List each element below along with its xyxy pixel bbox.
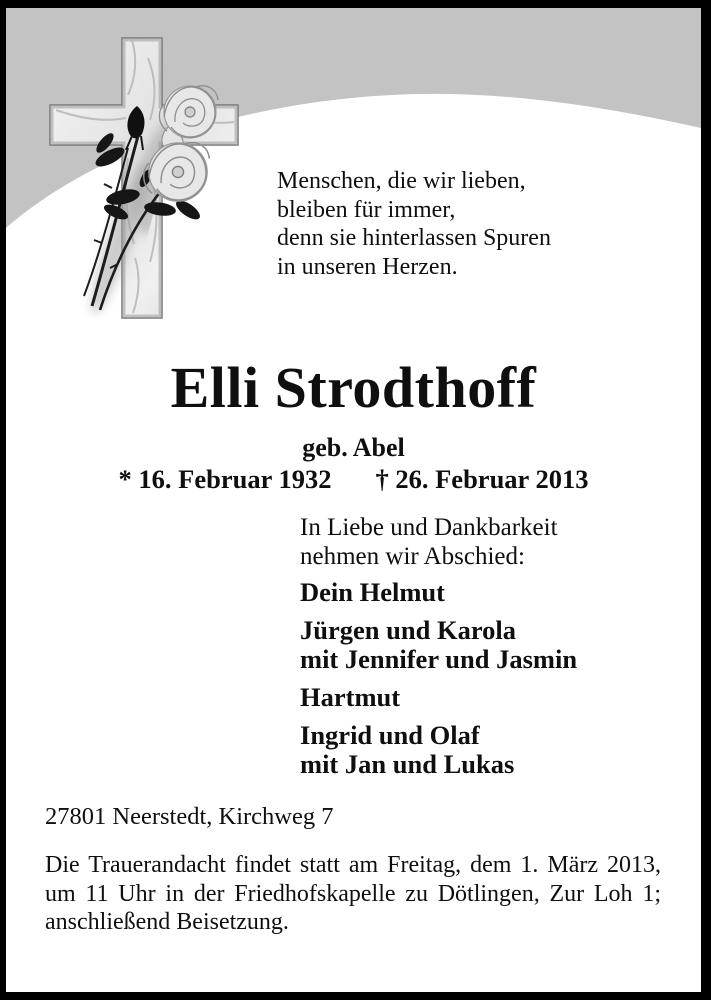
poem-line: bleiben für immer, [277, 196, 456, 223]
mourner-line: Dein Helmut [300, 577, 445, 607]
farewell-line: In Liebe und Dankbarkeit [300, 514, 558, 541]
life-dates [6, 464, 701, 495]
mourner-line: Ingrid und Olaf [300, 720, 480, 750]
maiden-name: geb. Abel [302, 433, 405, 462]
mourner-line: Hartmut [300, 682, 401, 712]
funeral-announcement: Die Trauerandacht findet statt am Freitag, dem 1. März 2013, um 11 Uhr in der Friedhofskapelle zu Dötlingen, Zur Loh 1; anschließend Beisetzung. [45, 852, 661, 936]
mourner-group [300, 721, 577, 779]
mourner-line: mit Jan und Lukas [300, 749, 515, 779]
mourners-list [300, 578, 577, 788]
farewell-text [300, 513, 558, 571]
memorial-poem [277, 167, 551, 281]
deceased-name: Elli Strodthoff [170, 355, 537, 420]
cross-with-roses-image [20, 28, 250, 323]
death-date: † 26. Februar 2013 [375, 464, 589, 494]
farewell-line: nehmen wir Abschied: [300, 543, 525, 570]
poem-line: in unseren Herzen. [277, 253, 458, 280]
poem-line: Menschen, die wir lieben, [277, 168, 526, 194]
mourner-group [300, 578, 577, 607]
poem-line: denn sie hinterlassen Spuren [277, 225, 551, 252]
mourner-line: mit Jennifer und Jasmin [300, 644, 578, 674]
mourner-line: Jürgen und Karola [300, 615, 516, 645]
mourner-group [300, 683, 577, 712]
birth-date: * 16. Februar 1932 [118, 464, 332, 494]
family-address: 27801 Neerstedt, Kirchweg 7 [45, 803, 334, 830]
mourner-group [300, 616, 577, 674]
